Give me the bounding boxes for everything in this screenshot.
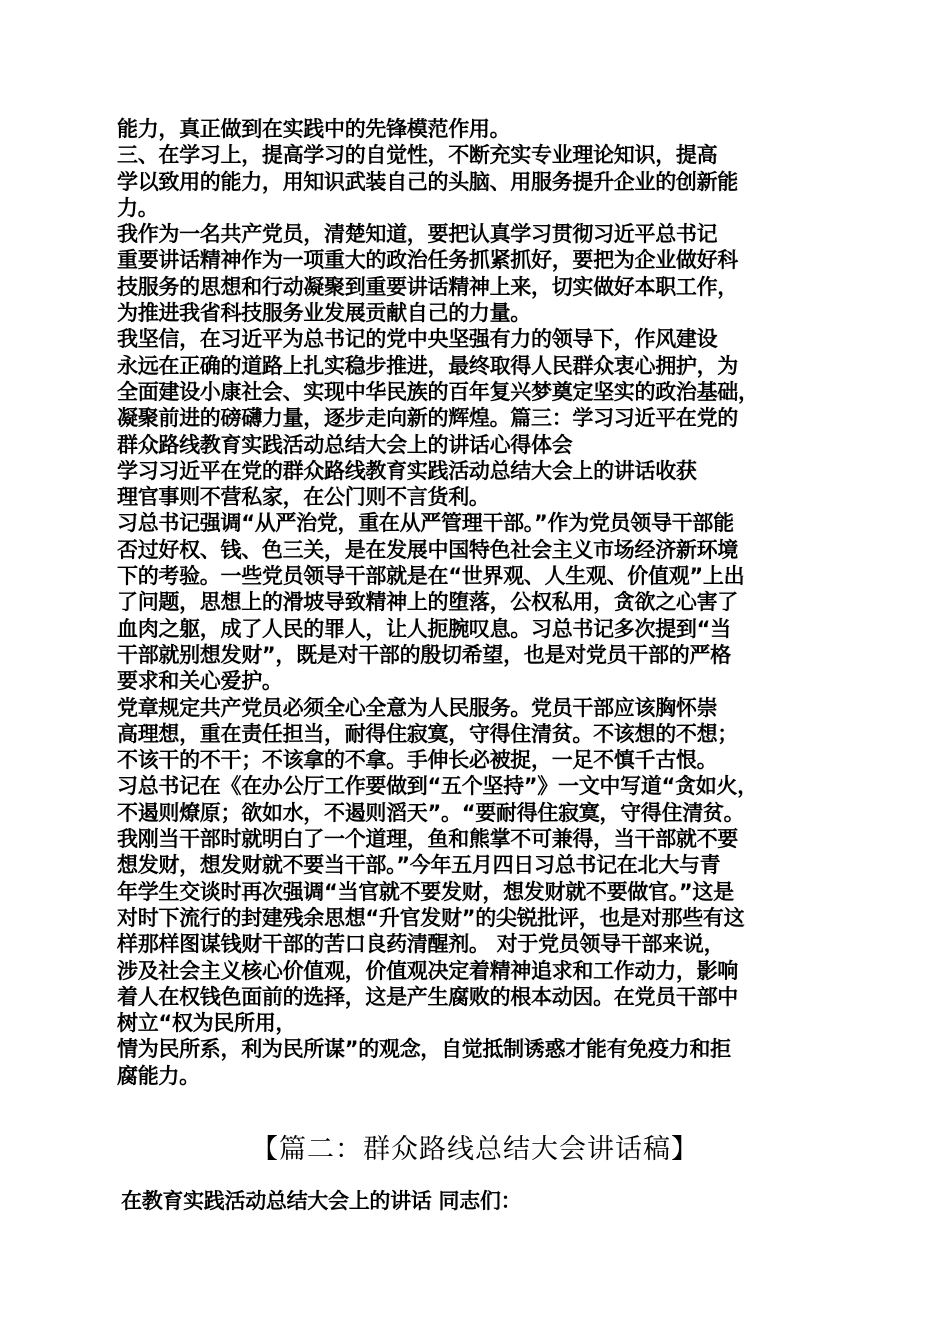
section-heading: 【篇二：群众路线总结大会讲话稿】 [251,1134,699,1165]
text-line: 我坚信，在习近平为总书记的党中央坚强有力的领导下，作风建设 [117,327,718,352]
text-line: 不该干的不干；不该拿的不拿。手伸长必被捉，一足不慎千古恨。 [117,748,718,773]
text-line: 下的考验。一些党员领导干部就是在“世界观、人生观、价值观”上出 [117,564,745,589]
text-line: 三、在学习上，提高学习的自觉性，不断充实专业理论知识，提高 [117,143,718,168]
text-line: 年学生交谈时再次强调“当官就不要发财，想发财就不要做官。”这是 [117,879,734,904]
text-line: 技服务的思想和行动凝聚到重要讲话精神上来，切实做好本职工作， [117,274,738,299]
text-line: 能力，真正做到在实践中的先锋模范作用。 [117,117,511,141]
text-line: 全面建设小康社会、实现中华民族的百年复兴梦奠定坚实的政治基础， [117,379,759,404]
text-line: 凝聚前进的磅礴力量，逐步走向新的辉煌。篇三：学习习近平在党的 [117,406,738,431]
text-line: 了问题，思想上的滑坡导致精神上的堕落，公权私用，贪欲之心害了 [117,590,738,615]
text-line: 习总书记在《在办公厅工作要做到“五个坚持”》一文中写道“贪如火， [117,774,758,799]
text-line: 否过好权、钱、色三关，是在发展中国特色社会主义市场经济新环境 [117,537,738,562]
text-line: 涉及社会主义核心价值观，价值观决定着精神追求和工作动力，影响 [117,958,738,983]
text-line: 对时下流行的封建残余思想“升官发财”的尖锐批评，也是对那些有这 [117,905,745,930]
text-line: 不遏则燎原；欲如水，不遏则滔天”。“要耐得住寂寞，守得住清贫。 [117,800,745,825]
text-line: 力。 [117,195,159,220]
text-line: 样那样图谋钱财干部的苦口良药清醒剂。 对于党员领导干部来说， [117,932,725,957]
text-line: 理官事则不营私家，在公门则不言货利。 [117,485,490,510]
text-line: 干部就别想发财”，既是对干部的殷切希望，也是对党员干部的严格 [117,642,731,667]
text-line: 想发财，想发财就不要当干部。”今年五月四日习总书记在北大与青 [117,853,721,878]
text-line: 重要讲话精神作为一项重大的政治任务抓紧抓好，要把为企业做好科 [117,248,738,273]
speech-opening: 在教育实践活动总结大会上的讲话 同志们： [121,1189,522,1213]
text-line: 永远在正确的道路上扎实稳步推进，最终取得人民群众衷心拥护，为 [117,353,738,378]
text-line: 我刚当干部时就明白了一个道理，鱼和熊掌不可兼得，当干部就不要 [117,827,738,852]
text-line: 我作为一名共产党员，清楚知道，要把认真学习贯彻习近平总书记 [117,222,718,247]
text-line: 习总书记强调“从严治党，重在从严管理干部。”作为党员领导干部能 [117,511,734,536]
text-line: 着人在权钱色面前的选择，这是产生腐败的根本动因。在党员干部中 [117,984,738,1009]
text-line: 腐能力。 [117,1063,200,1088]
text-line: 高理想，重在责任担当，耐得住寂寞，守得住清贫。不该想的不想； [117,721,738,746]
text-line: 学以致用的能力，用知识武装自己的头脑、用服务提升企业的创新能 [117,169,738,194]
text-line: 要求和关心爱护。 [117,669,283,694]
text-line: 群众路线教育实践活动总结大会上的讲话心得体会 [117,432,573,457]
text-line: 树立“权为民所用， [117,1011,297,1036]
text-line: 情为民所系，利为民所谋”的观念，自觉抵制诱惑才能有免疫力和拒 [117,1037,731,1062]
text-line: 血肉之躯，成了人民的罪人，让人扼腕叹息。习总书记多次提到“当 [117,616,731,641]
body-text [117,116,847,1089]
text-line: 为推进我省科技服务业发展贡献自己的力量。 [117,301,531,326]
text-line: 学习习近平在党的群众路线教育实践活动总结大会上的讲话收获 [117,458,697,483]
text-line: 党章规定共产党员必须全心全意为人民服务。党员干部应该胸怀崇 [117,695,718,720]
